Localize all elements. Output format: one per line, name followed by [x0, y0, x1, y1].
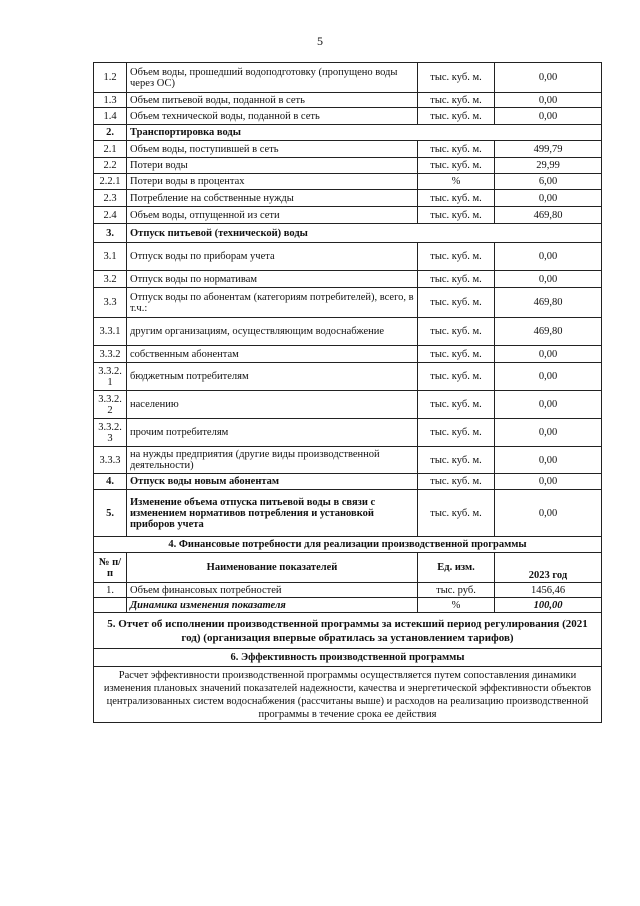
row-number: 5. [94, 490, 127, 537]
table-row [94, 141, 602, 158]
row-name: Потребление на собственные нужды [127, 190, 418, 207]
row-number: 2.2.1 [94, 174, 127, 190]
header-num: № п/п [94, 553, 127, 583]
row-unit: тыс. куб. м. [418, 108, 495, 125]
row-value: 0,00 [495, 63, 602, 93]
row-number: 3.3.2.2 [94, 391, 127, 419]
row-value: 0,00 [495, 490, 602, 537]
row-value: 469,80 [495, 207, 602, 224]
row-number: 3.1 [94, 243, 127, 271]
row-unit: тыс. куб. м. [418, 63, 495, 93]
row-name: собственным абонентам [127, 346, 418, 363]
header-unit: Ед. изм. [418, 553, 495, 583]
row-name: другим организациям, осуществляющим водоснабжение [127, 318, 418, 346]
row-value: 0,00 [495, 474, 602, 490]
row-value: 0,00 [495, 271, 602, 288]
row-name: Отпуск воды по нормативам [127, 271, 418, 288]
row-name: Потери воды в процентах [127, 174, 418, 190]
table-row [94, 93, 602, 108]
table-row [94, 243, 602, 271]
section6-text: Расчет эффективности производственной программы осуществляется путем сопоставления динамики изменения плановых значений показателей надежности, качества и энергетической эффективности объектов централизованных систем водоснабжения (рассчитаны выше) и расходов на реализацию производственной программы в течение срока ее действия [94, 667, 602, 723]
row-number: 1.4 [94, 108, 127, 125]
row-number: 4. [94, 474, 127, 490]
row-value: 0,00 [495, 346, 602, 363]
row-name: Объем технической воды, поданной в сеть [127, 108, 418, 125]
row-value: 469,80 [495, 288, 602, 318]
row-name: Изменение объема отпуска питьевой воды в связи с изменением нормативов потребления и установкой приборов учета [127, 490, 418, 537]
row-unit: тыс. куб. м. [418, 363, 495, 391]
row-unit: тыс. куб. м. [418, 158, 495, 174]
table-row [94, 63, 602, 93]
row-name: прочим потребителям [127, 419, 418, 447]
section4-title: 4. Финансовые потребности для реализации производственной программы [94, 537, 602, 553]
row-number: 3.3 [94, 288, 127, 318]
row-value: 0,00 [495, 190, 602, 207]
report-section [94, 613, 602, 649]
row-number: 2.1 [94, 141, 127, 158]
row-unit: тыс. куб. м. [418, 207, 495, 224]
table-row [94, 474, 602, 490]
dynamics-row-name: Динамика изменения показателя [127, 598, 418, 613]
row-name: Транспортировка воды [127, 125, 602, 141]
table-row [94, 288, 602, 318]
row-number: 2.2 [94, 158, 127, 174]
row-name: Отпуск воды по абонентам (категориям потребителей), всего, в т.ч.: [127, 288, 418, 318]
header-name: Наименование показателей [127, 553, 418, 583]
row-name: Объем воды, отпущенной из сети [127, 207, 418, 224]
row-name: Объем воды, прошедший водоподготовку (пропущено воды через ОС) [127, 63, 418, 93]
row-value: 0,00 [495, 108, 602, 125]
table-row [94, 490, 602, 537]
row-name: Объем воды, поступившей в сеть [127, 141, 418, 158]
row-value: 29,99 [495, 158, 602, 174]
table-row [94, 391, 602, 419]
row-unit: тыс. куб. м. [418, 141, 495, 158]
row-value: 0,00 [495, 391, 602, 419]
table-row [94, 271, 602, 288]
row-unit: тыс. куб. м. [418, 447, 495, 474]
table-row [94, 174, 602, 190]
section6-title: 6. Эффективность производственной программы [94, 649, 602, 667]
row-name: Отпуск питьевой (технической) воды [127, 224, 602, 243]
row-value: 0,00 [495, 447, 602, 474]
table-row [94, 363, 602, 391]
row-unit: тыс. куб. м. [418, 190, 495, 207]
dynamics-row-num [94, 598, 127, 613]
row-value: 6,00 [495, 174, 602, 190]
table-row [94, 207, 602, 224]
page-number: 5 [317, 34, 323, 48]
row-name: Потери воды [127, 158, 418, 174]
finance-section [94, 537, 602, 613]
row-number: 2.3 [94, 190, 127, 207]
row-unit: тыс. куб. м. [418, 419, 495, 447]
table-row [94, 318, 602, 346]
row-unit: тыс. куб. м. [418, 271, 495, 288]
production-program-table [93, 62, 602, 723]
table-row [94, 224, 602, 243]
indicators-section [94, 63, 602, 537]
row-name: населению [127, 391, 418, 419]
finance-row-unit: тыс. руб. [418, 583, 495, 598]
dynamics-row-value: 100,00 [495, 598, 602, 613]
row-number: 3.2 [94, 271, 127, 288]
row-number: 3.3.1 [94, 318, 127, 346]
efficiency-section [94, 649, 602, 723]
table-row [94, 346, 602, 363]
row-name: бюджетным потребителям [127, 363, 418, 391]
table-row [94, 108, 602, 125]
row-unit: тыс. куб. м. [418, 346, 495, 363]
row-number: 3.3.3 [94, 447, 127, 474]
table-row [94, 125, 602, 141]
section5-title: 5. Отчет об исполнении производственной программы за истекший период регулирования (2021 год) (организация впервые обратилась за установлением тарифов) [94, 613, 602, 649]
row-value: 0,00 [495, 243, 602, 271]
row-number: 3. [94, 224, 127, 243]
table-row [94, 190, 602, 207]
row-unit: тыс. куб. м. [418, 474, 495, 490]
row-value: 499,79 [495, 141, 602, 158]
dynamics-row-unit: % [418, 598, 495, 613]
row-number: 2.4 [94, 207, 127, 224]
finance-row-num: 1. [94, 583, 127, 598]
row-name: на нужды предприятия (другие виды производственной деятельности) [127, 447, 418, 474]
row-unit: тыс. куб. м. [418, 318, 495, 346]
row-name: Объем питьевой воды, поданной в сеть [127, 93, 418, 108]
row-name: Отпуск воды по приборам учета [127, 243, 418, 271]
row-number: 3.3.2.3 [94, 419, 127, 447]
row-value: 0,00 [495, 93, 602, 108]
row-unit: тыс. куб. м. [418, 490, 495, 537]
row-value: 469,80 [495, 318, 602, 346]
row-number: 1.2 [94, 63, 127, 93]
finance-row-value: 1456,46 [495, 583, 602, 598]
row-number: 3.3.2.1 [94, 363, 127, 391]
row-unit: тыс. куб. м. [418, 288, 495, 318]
row-unit: % [418, 174, 495, 190]
row-unit: тыс. куб. м. [418, 93, 495, 108]
row-unit: тыс. куб. м. [418, 243, 495, 271]
row-number: 3.3.2 [94, 346, 127, 363]
finance-row-name: Объем финансовых потребностей [127, 583, 418, 598]
table-row [94, 158, 602, 174]
row-number: 2. [94, 125, 127, 141]
row-value: 0,00 [495, 419, 602, 447]
table-row [94, 419, 602, 447]
row-number: 1.3 [94, 93, 127, 108]
row-unit: тыс. куб. м. [418, 391, 495, 419]
table-row [94, 447, 602, 474]
header-year: 2023 год [495, 553, 602, 583]
row-value: 0,00 [495, 363, 602, 391]
row-name: Отпуск воды новым абонентам [127, 474, 418, 490]
